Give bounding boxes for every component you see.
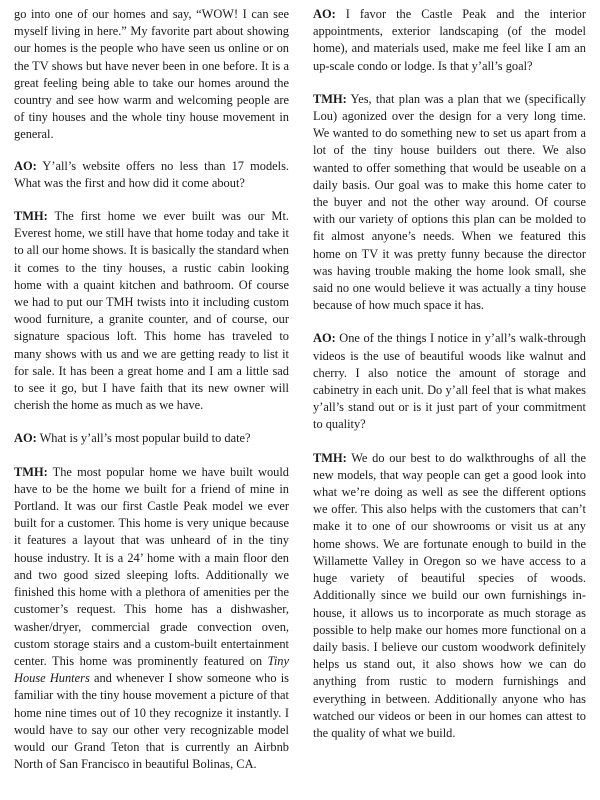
paragraph-text: Y’all’s website offers no less than 17 models. What was the first and how did it come about?	[14, 158, 289, 190]
question-paragraph	[313, 6, 586, 75]
question-paragraph	[14, 430, 289, 447]
right-column	[313, 6, 586, 758]
paragraph-text: The most popular home we have built would have to be the home we built for a friend of mine in Portland. It was our first Castle Peak model we ever built for a customer. This home is very unique because it features a layout that was unheard of in the tiny house industry. It is a 24’ home with a main floor den and two good sized sleeping lofts. Additionally we finished this home with a plethora of amenities per the customer’s request. This home has a dishwasher, washer/dryer, commercial grade convection oven, custom storage stairs and a custom-built entertainment center. This home was prominently featured on	[14, 464, 289, 668]
question-paragraph	[313, 330, 586, 433]
answer-paragraph	[14, 464, 289, 774]
paragraph-text: and whenever I show someone who is familiar with the tiny house movement a picture of that home nine times out of 10 they recognize it instantly. I would have to say our other very recognizable model would our Grand Teton that is currently an Airbnb North of San Francisco in beautiful Bolinas, CA.	[14, 671, 289, 772]
left-column	[14, 6, 289, 789]
paragraph-text: One of the things I notice in y’all’s walk-through videos is the use of beautiful woods like walnut and cherry. I also notice the amount of storage and cabinetry in each unit. Do y’all feel that is what makes y’all’s stand out or is it just part of your commitment to quality?	[313, 331, 586, 432]
speaker-label: TMH:	[14, 209, 48, 224]
show-title: Tiny House Hunters	[14, 653, 289, 686]
speaker-label: AO:	[313, 331, 336, 346]
paragraph-text: The first home we ever built was our Mt. Everest home, we still have that home today and take it to all our home shows. It is basically the standard when it comes to the tiny houses, a rustic cabin looking home with a quaint kitchen and bathroom. Of course we had to put our TMH twists into it including custom wood furniture, a granite counter, and of course, our signature spacious loft. This home has traveled to many shows with us and we are getting ready to list it for sale. It has been a great home and I am a little sad to see it go, but I have faith that its new owner will cherish the home as much as we have.	[14, 209, 289, 413]
continued-answer-paragraph	[14, 6, 289, 144]
speaker-label: TMH:	[14, 464, 48, 479]
answer-paragraph	[313, 450, 586, 742]
speaker-label: AO:	[14, 158, 37, 173]
answer-paragraph	[313, 91, 586, 315]
paragraph-text: Yes, that plan was a plan that we (specifically Lou) agonized over the design for a very long time. We wanted to do something new to set us apart from a lot of the tiny house builders out there. We also wanted to offer something that would be useable on a daily basis. Our goal was to make this home cater to the buyer and not the other way around. Of course with our variety of options this plan can be molded to fit almost anyone’s needs. When we featured this home on TV it was pretty funny because the director was having trouble making the home look small, she said no one would believe it was actually a tiny house because of how much space it has.	[313, 91, 586, 313]
paragraph-text: What is y’all’s most popular build to date?	[36, 431, 251, 446]
speaker-label: AO:	[14, 431, 37, 446]
paragraph-text: I favor the Castle Peak and the interior appointments, exterior landscaping (of the model home), and materials used, make me feel like I am an up-scale condo or lodge. Is that y’all’s goal?	[313, 7, 586, 73]
question-paragraph	[14, 158, 289, 192]
paragraph-text: We do our best to do walkthroughs of all the new models, that way people can get a good look into what we’re doing as well as see the different options we offer. This also helps with the customers that can’t make it to one of our showrooms or visit us at any home shows. We are fortunate enough to build in the Willamette Valley in Oregon so we have access to a huge variety of beautiful species of woods. Additionally since we build our own furnishings in-house, it allows us to incorporate as much storage as possible to help make our homes more functional on a daily basis. I believe our custom woodwork definitely helps us stand out, it also shows how we can do anything from rustic to modern furnishings and everything in between. Additionally anyone who has watched our videos or been in our homes can attest to the quality of what we build.	[313, 450, 586, 740]
answer-paragraph	[14, 208, 289, 414]
speaker-label: AO:	[313, 7, 336, 21]
speaker-label: TMH:	[313, 450, 347, 465]
paragraph-text: go into one of our homes and say, “WOW! I can see myself living in here.” My favorite part about showing our homes is the people who have seen us online or on the TV shows but have never been in one before. It is a great feeling being able to take our homes around the country and see how warm and welcoming people are of tiny houses and the whole tiny house movement in general.	[14, 7, 289, 142]
speaker-label: TMH:	[313, 91, 347, 106]
